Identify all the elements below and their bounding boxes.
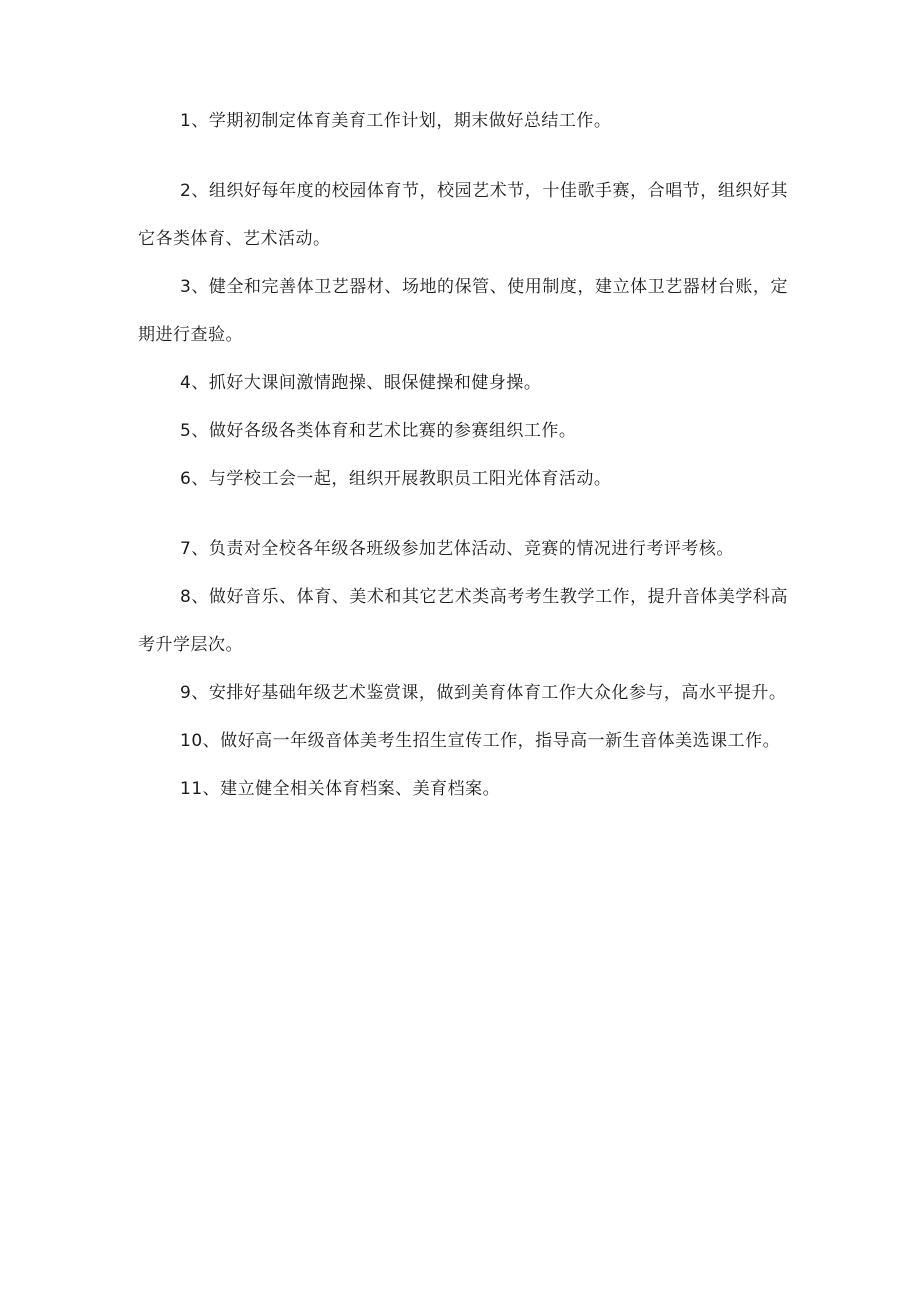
paragraph-1: 1、学期初制定体育美育工作计划，期末做好总结工作。 <box>180 111 612 131</box>
document-body <box>138 97 788 813</box>
paragraph-4: 4、抓好大课间激情跑操、眼保健操和健身操。 <box>180 373 542 393</box>
paragraph-7: 7、负责对全校各年级各班级参加艺体活动、竞赛的情况进行考评考核。 <box>180 539 734 559</box>
paragraph-5: 5、做好各级各类体育和艺术比赛的参赛组织工作。 <box>180 421 577 441</box>
paragraph-2: 2、组织好每年度的校园体育节，校园艺术节，十佳歌手赛，合唱节，组织好其它各类体育、艺术活动。 <box>138 181 788 249</box>
paragraph-8: 8、做好音乐、体育、美术和其它艺术类高考考生教学工作，提升音体美学科高考升学层次。 <box>138 587 788 655</box>
paragraph-3: 3、健全和完善体卫艺器材、场地的保管、使用制度，建立体卫艺器材台账，定期进行查验。 <box>138 277 788 345</box>
paragraph-11: 11、建立健全相关体育档案、美育档案。 <box>180 779 501 799</box>
paragraph-10: 10、做好高一年级音体美考生招生宣传工作，指导高一新生音体美选课工作。 <box>180 731 781 751</box>
paragraph-6: 6、与学校工会一起，组织开展教职员工阳光体育活动。 <box>180 469 612 489</box>
paragraph-9: 9、安排好基础年级艺术鉴赏课，做到美育体育工作大众化参与，高水平提升。 <box>180 683 787 703</box>
